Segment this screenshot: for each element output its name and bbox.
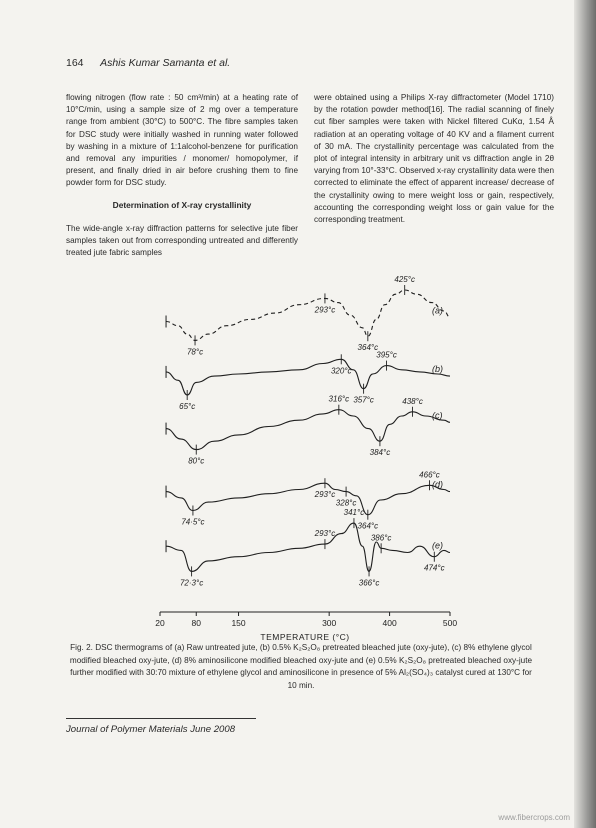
x-axis-label: TEMPERATURE (°C)	[260, 632, 350, 642]
series-name-label: (a)	[432, 305, 443, 316]
paragraph: flowing nitrogen (flow rate : 50 cm³/min) at a heating rate of 10°C/min, using a sample size of 2 mg over a temperature range from ambient (30°C) to 500°C. The fibre samples taken for DSC study were initially washed in running water followed by washing in a mixture of 1:1alcohol-benzene for purification and removal any impurities / monomer/ homopolymer, if present, and finally dried in air before crushing them to fine powder form for DSC study.	[66, 93, 298, 188]
series-name-label: (d)	[432, 479, 443, 490]
series-line-2	[166, 359, 450, 395]
dsc-figure	[150, 272, 470, 642]
peak-label: 328°c	[335, 498, 357, 508]
peak-label: 320°c	[330, 366, 352, 376]
peak-label: 65°c	[179, 402, 196, 411]
x-tick-label: 20	[155, 618, 165, 628]
running-header-authors: Ashis Kumar Samanta et al.	[100, 57, 231, 69]
series-name-label: (e)	[432, 540, 443, 551]
page-edge-shadow	[574, 0, 596, 828]
peak-label: 395°c	[376, 350, 397, 360]
peak-label: 438°c	[402, 396, 423, 406]
paragraph: The wide-angle x-ray diffraction patterns for selective jute fiber samples taken out from corresponding untreated and differently treated jute fabric samples	[66, 223, 298, 258]
peak-label: 74·5°c	[181, 517, 205, 527]
peak-label: 425°c	[394, 275, 415, 284]
figure-caption: Fig. 2. DSC thermograms of (a) Raw untreated jute, (b) 0.5% K₂S₂O₈ pretreated bleached jute (oxy-jute), (c) 8% ethylene glycol modified bleached oxy-jute, (d) 8% aminosilicone modified bleached oxy-jute and (e) 0.5% K₂S₂O₈ pretreated bleached oxy-jute further modified with 30:70 mixture of ethylene glycol and aminosilicone in presence of 5% Al₂(SO₄)₃ catalyst cured at 130°C for 10 min.	[69, 643, 533, 690]
peak-label: 293°c	[314, 490, 336, 500]
peak-label: 386°c	[370, 533, 392, 543]
peak-label: 384°c	[369, 448, 391, 458]
paragraph: were obtained using a Philips X-ray diffractometer (Model 1710) by the rotation powder method[16]. The radial scanning of finely cut fiber samples were taken with Nickel filtered CuKα, 1.54 Å radiation at an operating voltage of 40 KV and a filament current of 30 mA. The crystallinity percentage was calculated from the plot of integral intensity in arbitrary unit vs diffraction angle in 2θ varying from 10°-33°C. Observed x-ray crystallinity data were then corrected to eliminate the effect of apparent increase/ decrease of the crystallinity owing to mere weight loss or gain, respectively, accounting the corresponding weight loss or gain value for the corresponding treatment.	[314, 93, 554, 225]
section-heading: Determination of X-ray crystallinity	[112, 199, 252, 210]
x-tick-label: 300	[322, 618, 337, 628]
peak-label: 293°c	[314, 305, 336, 315]
peak-label: 72·3°c	[179, 578, 204, 588]
footer-rule	[66, 718, 256, 719]
series-line-3	[166, 410, 450, 450]
peak-label: 357°c	[353, 395, 374, 405]
peak-label: 293°c	[314, 529, 336, 539]
peak-label: 366°c	[358, 578, 380, 588]
peak-label: 474°c	[424, 563, 445, 573]
peak-label: 80°c	[188, 456, 205, 466]
peak-label: 78°c	[186, 347, 204, 357]
x-tick-label: 500	[442, 618, 458, 628]
peak-label: 316°c	[328, 394, 350, 404]
series-line-5	[166, 523, 450, 571]
page-number: 164	[66, 57, 84, 69]
series-name-label: (c)	[432, 410, 443, 421]
peak-label: 341°c	[343, 508, 365, 518]
dsc-thermogram-chart	[150, 272, 470, 642]
series-name-label: (b)	[432, 364, 443, 375]
series-line-4	[166, 483, 450, 518]
peak-label: 364°c	[357, 521, 379, 531]
running-header	[66, 57, 230, 69]
watermark: www.fibercrops.com	[498, 813, 570, 822]
x-tick-label: 80	[191, 618, 201, 628]
x-tick-label: 150	[231, 618, 246, 628]
peak-label: 364°c	[357, 343, 379, 353]
series-line-1	[166, 290, 450, 340]
journal-footer: Journal of Polymer Materials June 2008	[66, 724, 236, 735]
peak-label: 466°c	[419, 470, 440, 480]
left-column	[66, 92, 298, 268]
right-column	[314, 92, 554, 235]
x-tick-label: 400	[382, 618, 397, 628]
